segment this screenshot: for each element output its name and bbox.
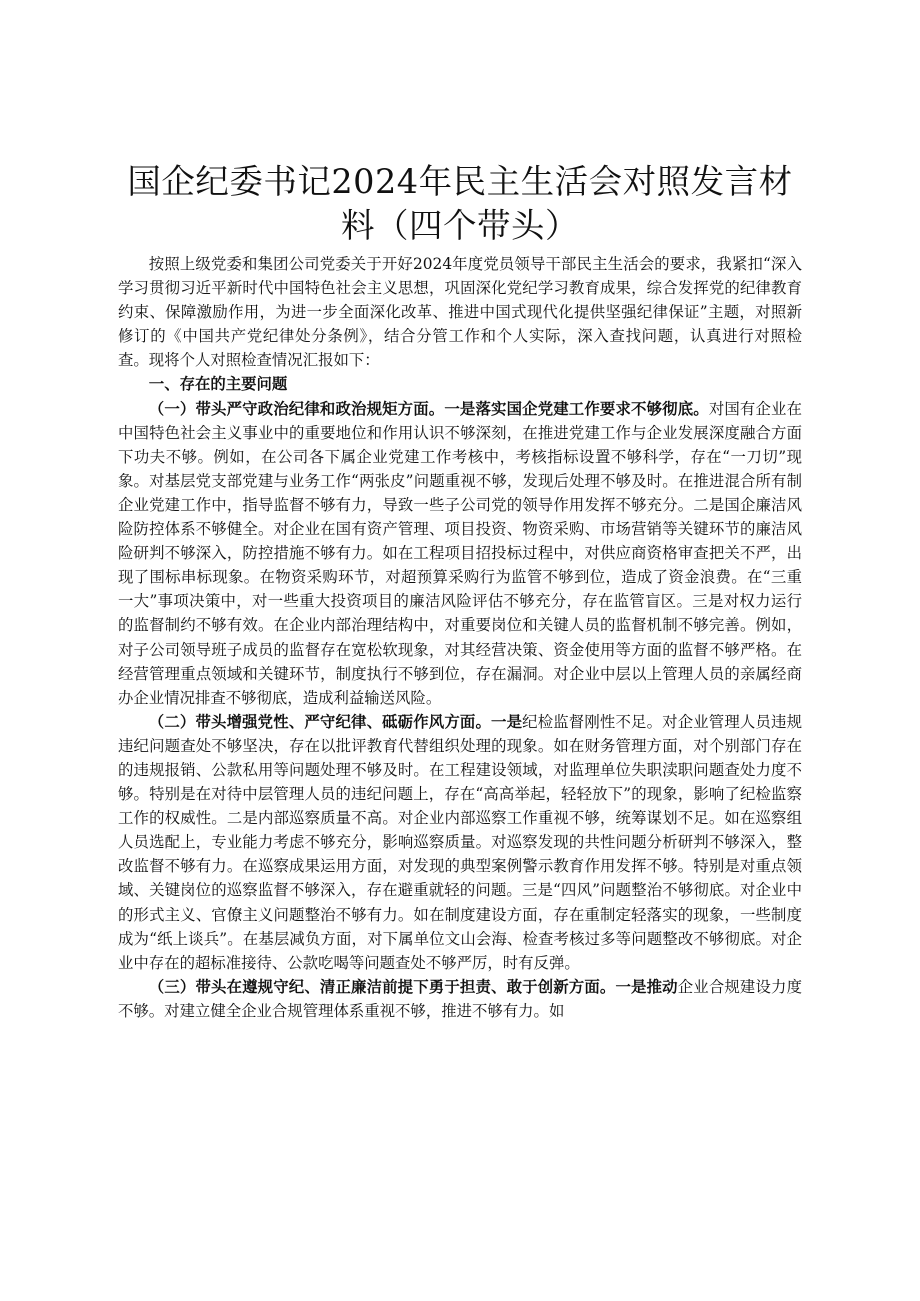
item-3-paragraph — [118, 975, 802, 1023]
item-1-lead: （一）带头严守政治纪律和政治规矩方面。一是落实国企党建工作要求不够彻底。 — [148, 399, 709, 418]
item-1-body: 对国有企业在中国特色社会主义事业中的重要地位和作用认识不够深刻，在推进党建工作与企业发展深度融合方面下功夫不够。例如，在公司各下属企业党建工作考核中，考核指标设置不够科学，存在“一刀切”现象。对基层党支部党建与业务工作“两张皮”问题重视不够，发现后处理不够及时。在推进混合所有制企业党建工作中，指导监督不够有力，导致一些子公司党的领导作用发挥不够充分。二是国企廉洁风险防控体系不够健全。对企业在国有资产管理、项目投资、物资采购、市场营销等关键环节的廉洁风险研判不够深入，防控措施不够有力。如在工程项目招投标过程中，对供应商资格审查把关不严，出现了围标串标现象。在物资采购环节，对超预算采购行为监管不够到位，造成了资金浪费。在“三重一大”事项决策中，对一些重大投资项目的廉洁风险评估不够充分，存在监管盲区。三是对权力运行的监督制约不够有效。在企业内部治理结构中，对重要岗位和关键人员的监督机制不够完善。例如，对子公司领导班子成员的监督存在宽松软现象，对其经营决策、资金使用等方面的监督不够严格。在经营管理重点领域和关键环节，制度执行不够到位，存在漏洞。对企业中层以上管理人员的亲属经商办企业情况排查不够彻底，造成利益输送风险。 — [118, 399, 802, 707]
item-1-paragraph — [118, 397, 802, 710]
item-3-lead: （三）带头在遵规守纪、清正廉洁前提下勇于担责、敢于创新方面。一是推动 — [148, 977, 678, 996]
item-3-body: 企业合规建设力度不够。对建立健全企业合规管理体系重视不够，推进不够有力。如 — [118, 977, 802, 1020]
item-2-paragraph — [118, 710, 802, 975]
section-heading-problems: 一、存在的主要问题 — [148, 375, 288, 394]
item-2-lead: （二）带头增强党性、严守纪律、砥砺作风方面。一是 — [148, 712, 523, 731]
intro-paragraph: 按照上级党委和集团公司党委关于开好2024年度党员领导干部民主生活会的要求，我紧扣“深入学习贯彻习近平新时代中国特色社会主义思想，巩固深化党纪学习教育成果，综合发挥党的纪律教育约束、保障激励作用，为进一步全面深化改革、推进中国式现代化提供坚强纪律保证”主题，对照新修订的《中国共产党纪律处分条例》，结合分管工作和个人实际，深入查找问题，认真进行对照检查。现将个人对照检查情况汇报如下： — [118, 255, 802, 370]
document-title: 国企纪委书记2024年民主生活会对照发言材料（四个带头） — [127, 162, 793, 245]
item-2-body: 纪检监督刚性不足。对企业管理人员违规违纪问题查处不够坚决，存在以批评教育代替组织处理的现象。如在财务管理方面，对个别部门存在的违规报销、公款私用等问题处理不够及时。在工程建设领域，对监理单位失职渎职问题查处力度不够。特别是在对待中层管理人员的违纪问题上，存在“高高举起，轻轻放下”的现象，影响了纪检监察工作的权威性。二是内部巡察质量不高。对企业内部巡察工作重视不够，统筹谋划不足。如在巡察组人员选配上，专业能力考虑不够充分，影响巡察质量。对巡察发现的共性问题分析研判不够深入，整改监督不够有力。在巡察成果运用方面，对发现的典型案例警示教育作用发挥不够。特别是对重点领域、关键岗位的巡察监督不够深入，存在避重就轻的问题。三是“四风”问题整治不够彻底。对企业中的形式主义、官僚主义问题整治不够有力。如在制度建设方面，存在重制定轻落实的现象，一些制度成为“纸上谈兵”。在基层减负方面，对下属单位文山会海、检查考核过多等问题整改不够彻底。对企业中存在的超标准接待、公款吃喝等问题查处不够严厉，时有反弹。 — [118, 712, 802, 972]
document-page — [118, 150, 802, 1023]
